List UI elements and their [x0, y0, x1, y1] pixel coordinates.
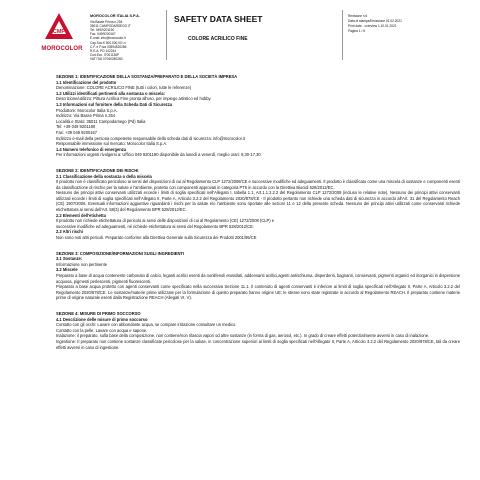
document-body: [56, 74, 460, 350]
section-text: Il prodotto non richiede etichettatura di pericolo ai sensi delle disposizioni di cui al Regolamento (CE) 1272/2008 (CLP) e: [56, 218, 275, 224]
company-address-line: C.F. e P.Iva 00594520286: [90, 44, 127, 49]
document-title: SAFETY DATA SHEET: [174, 14, 263, 24]
section-text: Fax: +39 049 9200167: [56, 129, 98, 135]
subsection-heading: 1.4 Numero telefonico di emergenza: [56, 146, 127, 152]
company-info: [90, 14, 156, 61]
company-address-line: VAT ITAI 07040280280: [90, 56, 123, 61]
section-heading: SEZIONE 3: COMPOSIZIONE/INFORMAZIONI SUGLI INGREDIENTI: [56, 250, 185, 256]
section-text: Per informazioni urgenti rivolgersi a: Ufficio 049 9201190 disponibile da lunedì a venerdì, meglio orari: 8,30-17,30: [56, 152, 261, 158]
subsection-heading: 1.1 Identificazione del prodotto: [56, 79, 117, 85]
company-address-line: R.E.A. PD 142244: [90, 48, 117, 53]
section-text: successive modifiche ed adeguamenti, né richiede etichettatura ai sensi del Regolamento BPR 528/2012/CE.: [56, 223, 254, 229]
section-heading: SEZIONE 4: MISURE DI PRIMO SOCCORSO: [56, 310, 141, 316]
company-address-line: Via Basse Prima n.254: [90, 20, 123, 25]
section-text: Produttore: Morocolor Italia S.p.A.: [56, 107, 118, 113]
subsection-heading: 2.3 Altri rischi: [56, 229, 83, 235]
subsection-heading: 3.1 Sostanze:: [56, 256, 83, 262]
section-heading: SEZIONE 2: IDENTIFICAZIONE DEI RISCHI: [56, 167, 139, 173]
section-text: Preparato a base di acqua contenente carbonato di calcio, leganti acrilici esenti da nonilfenoli etossilati, addensanti acrilici,agenti antischiuma, disperdenti, bagnanti, conservanti, pigmenti organici ed inorganici in dispersione acquosa, pigmenti perlescenti, pigmenti fluorescenti.: [56, 273, 460, 284]
section-text: Indirizzo: Via Basse Prima n.254: [56, 113, 116, 119]
company-address-line: Cod.Ecc. IT001136P: [90, 52, 120, 57]
section-text: Il prodotto non è classificato pericoloso ai sensi del disposizioni di cui al Regolamento CLP 1272/2008/CE e successive modifiche ed adeguamenti. Il prodotto è classificato come una miscela di sostanze e componenti esenti da classificazione di rischio per la salute e l'ambiente, protetto con componenti approvati in categoria PT6 in accordo con la Direttiva Biocidi 528/2012/EC.: [56, 179, 460, 190]
section-heading: SEZIONE 1: IDENTIFICAZIONE DELLA SOSTANZA/PREPARATO E DELLA SOCIETÀ IMPRESA: [56, 74, 238, 79]
company-address-line: E-mail: info@morocolor.it: [90, 36, 126, 41]
subsection-heading: 1.3 Informazioni sul fornitore della Scheda Dati di Sicurezza: [56, 101, 173, 107]
revision-line: Print date - overview 1.10.01.2021: [348, 24, 397, 28]
company-address-lines: [90, 20, 156, 61]
section-text: Nessuno dei principi attivi conservanti utilizzati eccede i limiti di soglia specificati nell'Allegato I, tabella 1.1, Art.1.1.2.2.2 del Regolamento CLP 1272/2008 (incluso le relative note). Nessuno dei principi attivi conservanti utilizzati eccede i limiti di soglia specificati nell'Allegato II, Parte A, Articolo 3.2.2 del Regolamento 2020/878/CE - Il prodotto pertanto non richiede una scheda dati di sicurezza in accordo all'Art. 31 del Regolamento Reach (CE) 1907/2006. Eventuali informazioni aggiuntive riguardanti i rischi per la salute e/o l'ambiente sono riportate alle sezioni 11 e 12 della presente scheda. Nessuno dei principi attivi utilizzati come conservanti richiede etichettatura ai sensi dell'Art. 58(3) del Regolamento BPR 528/2012/EC.: [56, 190, 460, 213]
section-text: Responsabile immissione sul mercato: Morocolor Italia S.p.A.: [56, 141, 168, 147]
document-header: [36, 10, 466, 68]
subsection-heading: 4.1 Descrizione delle misure di primo soccorso: [56, 316, 148, 322]
company-address-line: Cap.Soc.€ 500.000,00 i.v.: [90, 40, 127, 45]
revision-line: Pagina 1 / 6: [348, 29, 366, 33]
section-text: Contatto con gli occhi: Lavare con abbondante acqua, se compare irritazione consultare un medico.: [56, 322, 237, 328]
subsection-heading: 2.1 Classificazione della sostanza o della miscela: [56, 173, 152, 179]
section-text: Località e Stato: 35011 Campodarsego (Pd) Italia: [56, 118, 146, 124]
subsection-heading: 1.2 Utilizzi identificati pertinenti alla sostanza o miscela:: [56, 90, 165, 96]
section-text: Indirizzo e-mail della persona competente responsabile della scheda dati di sicurezza: info@morocolor.it: [56, 135, 245, 141]
revision-line: Data di stampa/Emissione 01.02.2021: [348, 19, 402, 23]
section-text: Denominazione: COLORE ACRILICO FINE (tutti i colori, tutte le referenze): [56, 85, 192, 91]
company-address-line: 35011 CAMPODARSEGO IT: [90, 24, 131, 29]
company-logo: [36, 12, 84, 62]
product-title: COLORE ACRILICO FINE: [188, 36, 248, 42]
company-address-line: Fax. 049/9200167: [90, 32, 116, 37]
revision-line: Revisione n.6: [348, 14, 368, 18]
subsection-heading: 2.2 Elementi dell'etichetta: [56, 212, 106, 218]
section-text: Non sono noti altri pericoli. Preparato conforme alla Direttiva Generale sulla Sicurezza dei Prodotti 2001/95/CE: [56, 235, 257, 241]
section-text: Preparato a base acqua protetto con agenti conservanti come specificato nella successiva Sezione 11.1. Il contenuto di agenti conservanti è inferiore ai limiti di soglia specificati nell'Allegato II, Parte A, Articolo 3.2.2 del Regolamento 2020/878/CE. Le sostanze/materie prime utilizzate per la formulazione di questo preparato hanno origine UE; le stesse sono state registrate in accordo al Regolamento REACH. Il preparato contiene materie prime di origine naturale esenti dalla Registrazione REACH (Allegati VI, V).: [56, 284, 460, 301]
section-text: Contatto con la pelle: Lavare con acqua e sapone.: [56, 327, 148, 333]
section-text: Ingestione: Il preparato non contiene sostanze classificate pericolose per la salute, in concentrazione superiori ai limiti di soglia specificati nell'Allegato II, Parte A, Articolo 3.2.2 del Regolamento 2020/878/CE, tali da creare effetti avversi in caso di ingestione.: [56, 338, 460, 350]
section-text: Descrizione/utilizzo: Pittura Acrilica Fine pronta all'uso, per impiego artistico ed hobby.: [56, 96, 212, 102]
company-address-line: Tel. 049/9201190: [90, 28, 115, 33]
svg-text:CMP: CMP: [52, 29, 66, 35]
morocolor-logo-icon: [44, 12, 74, 42]
section-text: Informazione non pertinente: [56, 261, 107, 267]
logo-text: MOROCOLOR: [41, 46, 83, 52]
revision-info: [348, 14, 402, 34]
header-divider: [342, 10, 343, 60]
section-text: Inalazione: il preparato, sulla base della composizione, non contiene/non rilascia vapori od altre sostanze (in forma di gas, aerosol, etc.). In grado di creare effetti potenzialmente avversi in caso di inalazione.: [56, 333, 430, 339]
subsection-heading: 3.2 Miscele: [56, 267, 78, 273]
header-divider: [166, 10, 167, 60]
company-name: MOROCOLOR ITALIA S.P.A.: [90, 14, 140, 18]
section-text: Tel: +39 049 9201190: [56, 124, 96, 130]
